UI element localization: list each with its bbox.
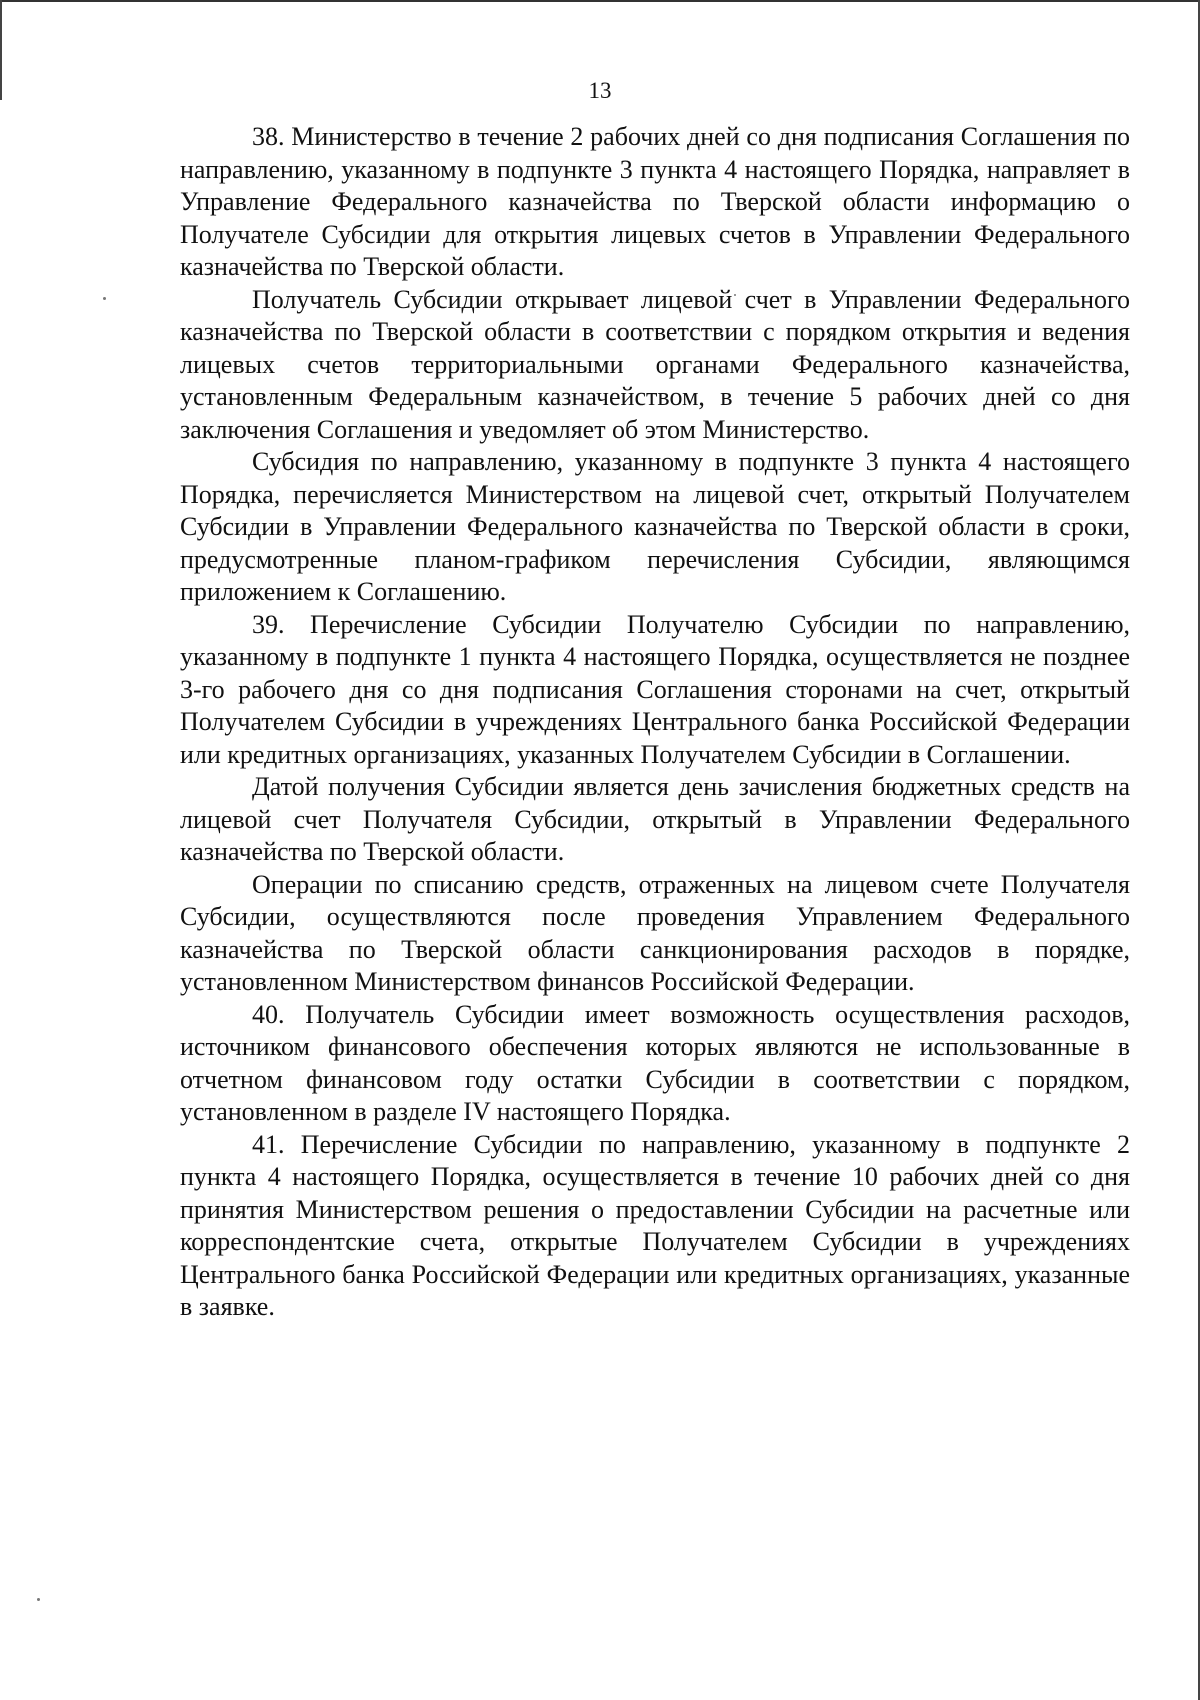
paragraph-41: 41. Перечисление Субсидии по направлению, указанному в подпункте 2 пункта 4 настоящего Порядка, осуществляется в течение 10 рабочих дней со дня принятия Министерством решения о предоставлении Субсидии на расчетные или корреспондентские счета, открытые Получателем Субсидии в учреждениях Центрального банка Российской Федерации или кредитных организациях, указанные в заявке. bbox=[180, 1129, 1130, 1321]
paragraph-38: 38. Министерство в течение 2 рабочих дней со дня подписания Соглашения по направлению, указанному в подпункте 3 пункта 4 настоящего Порядка, направляет в Управление Федерального казначейства по Тверской области информацию о Получателе Субсидии для открытия лицевых счетов в Управлении Федерального казначейства по Тверской области. bbox=[180, 122, 1130, 281]
document-body bbox=[180, 121, 1130, 1324]
paragraph-38-account-opening: Получатель Субсидии открывает лицевой счет в Управлении Федерального казначейства по Тверской области в соответствии с порядком открытия и ведения лицевых счетов территориальными органами Федерального казначейства, установленным Федеральным казначейством, в течение 5 рабочих дней со дня заключения Соглашения и уведомляет об этом Министерство. bbox=[180, 284, 1130, 444]
paragraph-40: 40. Получатель Субсидии имеет возможность осуществления расходов, источником финансового обеспечения которых являются не использованные в отчетном финансовом году остатки Субсидии в соответствии с порядком, установленном в разделе IV настоящего Порядка. bbox=[180, 999, 1130, 1126]
paragraph-39-operations: Операции по списанию средств, отраженных на лицевом счете Получателя Субсидии, осуществляются после проведения Управлением Федерального казначейства по Тверской области санкционирования расходов в порядке, установленном Министерством финансов Российской Федерации. bbox=[180, 869, 1130, 996]
paragraph-39: 39. Перечисление Субсидии Получателю Субсидии по направлению, указанному в подпункте 1 пункта 4 настоящего Порядка, осуществляется не позднее 3-го рабочего дня со дня подписания Соглашения сторонами на счет, открытый Получателем Субсидии в учреждениях Центрального банка Российской Федерации или кредитных организациях, указанных Получателем Субсидии в Соглашении. bbox=[180, 609, 1130, 769]
paragraph-39-receipt-date: Датой получения Субсидии является день зачисления бюджетных средств на лицевой счет Получателя Субсидии, открытый в Управлении Федерального казначейства по Тверской области. bbox=[180, 772, 1130, 866]
scan-edge-top bbox=[0, 0, 1200, 2]
paragraph-38-transfer: Субсидия по направлению, указанному в подпункте 3 пункта 4 настоящего Порядка, перечисляется Министерством на лицевой счет, открытый Получателем Субсидии в Управлении Федерального казначейства по Тверской области в сроки, предусмотренные планом-графиком перечисления Субсидии, являющимся приложением к Соглашению. bbox=[180, 447, 1130, 606]
page-number: 13 bbox=[588, 78, 612, 103]
scan-speck bbox=[103, 297, 106, 300]
scan-speck bbox=[37, 1598, 40, 1601]
